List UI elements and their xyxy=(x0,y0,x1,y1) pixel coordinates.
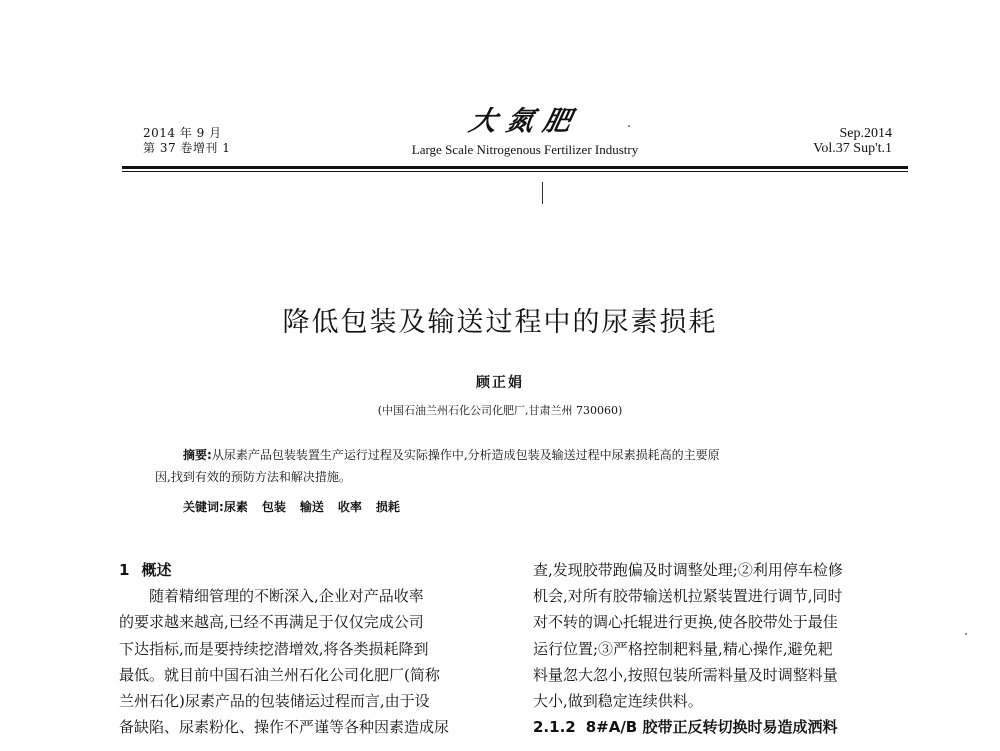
body-line: 兰州石化)尿素产品的包装储运过程而言,由于设 xyxy=(119,692,430,711)
header-rule-thick xyxy=(122,166,908,169)
body-line: 料量忽大忽小,按照包装所需料量及时调整料量 xyxy=(533,665,838,684)
subsection-number: 2.1.2 xyxy=(533,718,576,737)
article-author: 顾正娟 xyxy=(476,375,524,391)
body-line: 查,发现胶带跑偏及时调整处理;②利用停车检修 xyxy=(533,561,843,579)
header-date-volume xyxy=(143,126,230,156)
keywords xyxy=(183,498,414,515)
keyword: 损耗 xyxy=(375,500,400,514)
keyword: 尿素 xyxy=(223,500,248,514)
body-line: 最低。就目前中国石油兰州石化公司化肥厂(简称 xyxy=(119,665,440,684)
section-number: 1 xyxy=(119,561,130,579)
article-title: 降低包装及输送过程中的尿素损耗 xyxy=(282,307,718,338)
journal-logo: 大氮肥 xyxy=(466,106,584,137)
abstract xyxy=(155,444,880,488)
body-line: 随着精细管理的不断深入,企业对产品收率 xyxy=(149,587,424,606)
body-line: 下达指标,而是要持续挖潜增效,将各类损耗降到 xyxy=(119,639,429,658)
body-line: 对不转的调心托辊进行更换,使各胶带处于最佳 xyxy=(533,613,838,632)
journal-name: Large Scale Nitrogenous Fertilizer Industry xyxy=(411,142,639,157)
body-line: 大小,做到稳定连续供料。 xyxy=(533,692,703,711)
keywords-label: 关键词: xyxy=(183,500,224,514)
header-volume: 第 37 卷增刊 1 xyxy=(143,141,231,155)
body-line: 的要求越来越高,已经不再满足于仅仅完成公司 xyxy=(119,613,424,632)
body-line: 运行位置;③严格控制耙料量,精心操作,避免耙 xyxy=(533,639,833,658)
section-title: 概述 xyxy=(141,561,172,579)
scan-speck xyxy=(628,125,630,127)
abstract-text-line-2: 因,找到有效的预防方法和解决措施。 xyxy=(155,470,351,484)
header-volume-en: Vol.37 Sup't.1 xyxy=(813,141,892,156)
subsection-heading xyxy=(533,714,908,740)
body-line: 备缺陷、尿素粉化、操作不严谨等各种因素造成尿 xyxy=(119,718,450,737)
keyword: 包装 xyxy=(261,500,286,514)
abstract-text-line-1: 从尿素产品包装装置生产运行过程及实际操作中,分析造成包装及输送过程中尿素损耗高的主要原 xyxy=(211,448,720,462)
body-column-left xyxy=(119,557,494,740)
subsection-title: 8#A/B 胶带正反转切换时易造成洒料 xyxy=(585,718,838,737)
header-date-en: Sep.2014 xyxy=(839,126,892,141)
body-column-right xyxy=(533,557,908,740)
article-affiliation: (中国石油兰州石化公司化肥厂,甘肃兰州 730060) xyxy=(377,404,623,417)
keyword: 收率 xyxy=(337,500,362,514)
journal-masthead xyxy=(390,104,660,158)
scan-mark xyxy=(542,182,543,204)
header-rule-thin xyxy=(122,171,908,172)
abstract-label: 摘要: xyxy=(183,448,212,462)
section-heading xyxy=(119,557,494,583)
header-date-volume-en xyxy=(813,126,892,156)
scan-speck xyxy=(965,633,967,635)
body-line: 机会,对所有胶带输送机拉紧装置进行调节,同时 xyxy=(533,587,843,606)
header-date: 2014 年 9 月 xyxy=(143,126,222,140)
keyword: 输送 xyxy=(299,500,324,514)
